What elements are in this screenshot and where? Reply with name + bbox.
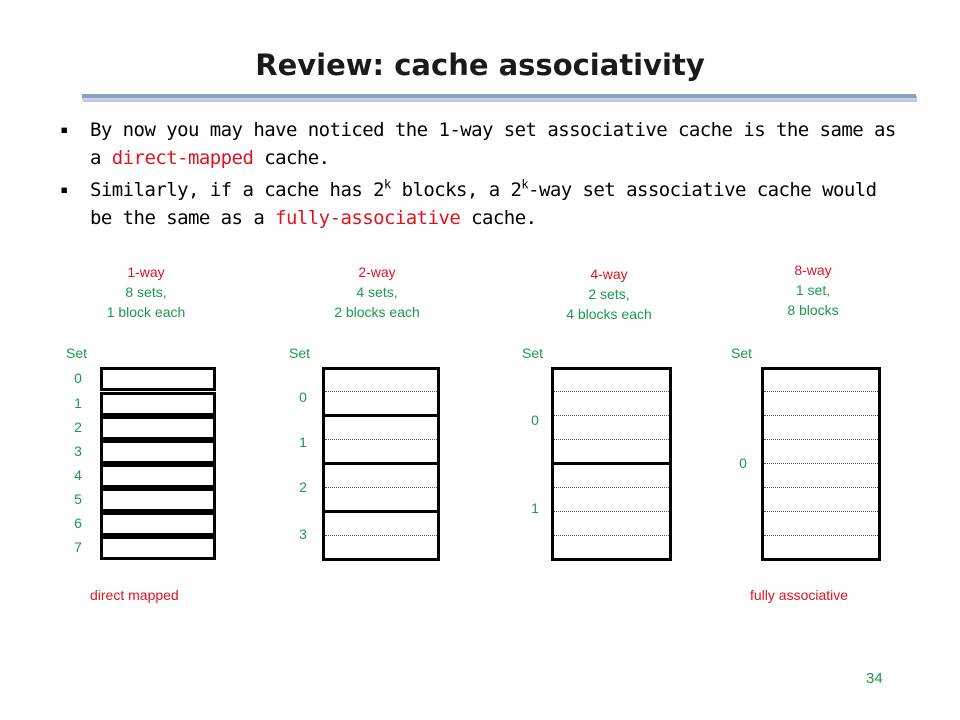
block-divider [554, 415, 669, 416]
set-index: 0 [74, 370, 82, 386]
block-divider [764, 391, 878, 392]
set-divider [325, 414, 437, 417]
block-divider [554, 535, 669, 536]
title-rule [82, 94, 916, 100]
bullet-marker: ▪ [60, 122, 68, 138]
block-divider [764, 439, 878, 440]
block-divider [325, 439, 437, 440]
set-index: 0 [739, 455, 747, 471]
cache-block [100, 512, 216, 536]
block-divider [325, 391, 437, 392]
superscript-k: k [521, 177, 529, 192]
set-heading: Set [289, 345, 311, 361]
blocks-label: 4 blocks each [566, 306, 652, 322]
cache-block [100, 464, 216, 488]
way-label: 4-way [590, 266, 628, 282]
set-index: 6 [74, 515, 82, 531]
fully-associative-caption: fully associative [750, 587, 849, 603]
block-divider [764, 511, 878, 512]
blocks-label: 8 blocks [787, 302, 839, 318]
bullet-1 [60, 116, 906, 172]
cache-8way-label [733, 260, 893, 320]
sets-label: 8 sets, [125, 284, 167, 300]
block-divider [764, 535, 878, 536]
set-index: 3 [74, 443, 82, 459]
blocks-label: 1 block each [106, 304, 186, 320]
cache-block [100, 392, 216, 416]
set-index: 1 [299, 434, 307, 450]
cache-block [100, 488, 216, 512]
block-divider [764, 463, 878, 464]
block-divider [554, 391, 669, 392]
bullet-text-part: cache. [460, 207, 537, 229]
set-index: 2 [299, 479, 307, 495]
set-divider [554, 462, 669, 465]
bullet-text [66, 176, 906, 232]
way-label: 2-way [358, 264, 396, 280]
bullet-text-part: -way set associative cache would be the same as a [90, 179, 877, 229]
slide-title: Review: cache associativity [255, 48, 705, 82]
bullet-text-part: Similarly, if a cache has 2 [90, 179, 385, 201]
way-label: 8-way [794, 262, 832, 278]
sets-label: 2 sets, [588, 286, 630, 302]
set-heading: Set [66, 345, 88, 361]
cache-block [100, 536, 216, 560]
way-label: 1-way [127, 264, 165, 280]
set-index: 4 [74, 467, 82, 483]
page-number: 34 [866, 670, 883, 687]
set-divider [325, 510, 437, 513]
bullet-text-part: cache. [253, 147, 330, 169]
cache-block [100, 367, 216, 391]
direct-mapped-caption: direct mapped [90, 587, 179, 603]
fully-associative-highlight: fully-associative [275, 207, 461, 229]
cache-4way-label [529, 264, 689, 324]
block-divider [325, 535, 437, 536]
superscript-k: k [384, 177, 391, 192]
bullet-text-part: blocks, a 2 [390, 179, 522, 201]
block-divider [554, 487, 669, 488]
set-index: 3 [299, 526, 307, 542]
block-divider [554, 439, 669, 440]
cache-8way-diagram [761, 367, 881, 561]
set-index: 7 [74, 539, 82, 555]
block-divider [554, 511, 669, 512]
set-index: 0 [299, 389, 307, 405]
bullet-text-part: By now you may have noticed the 1-way set associative cache is the same as a [90, 119, 896, 169]
sets-label: 1 set, [795, 282, 831, 298]
block-divider [764, 487, 878, 488]
set-index: 0 [531, 412, 539, 428]
block-divider [325, 487, 437, 488]
cache-block [100, 416, 216, 440]
set-index: 5 [74, 491, 82, 507]
cache-2way-label [297, 262, 457, 322]
bullet-text [66, 116, 906, 172]
set-heading: Set [731, 345, 753, 361]
set-divider [325, 462, 437, 465]
set-heading: Set [522, 345, 544, 361]
set-index: 1 [531, 500, 539, 516]
bullet-2 [60, 176, 906, 232]
sets-label: 4 sets, [356, 284, 398, 300]
cache-block [100, 440, 216, 464]
set-index: 1 [74, 395, 82, 411]
bullet-marker: ▪ [60, 182, 68, 198]
cache-1way-label [66, 262, 226, 322]
direct-mapped-highlight: direct-mapped [111, 147, 254, 169]
set-index: 2 [74, 419, 82, 435]
block-divider [764, 415, 878, 416]
blocks-label: 2 blocks each [334, 304, 420, 320]
